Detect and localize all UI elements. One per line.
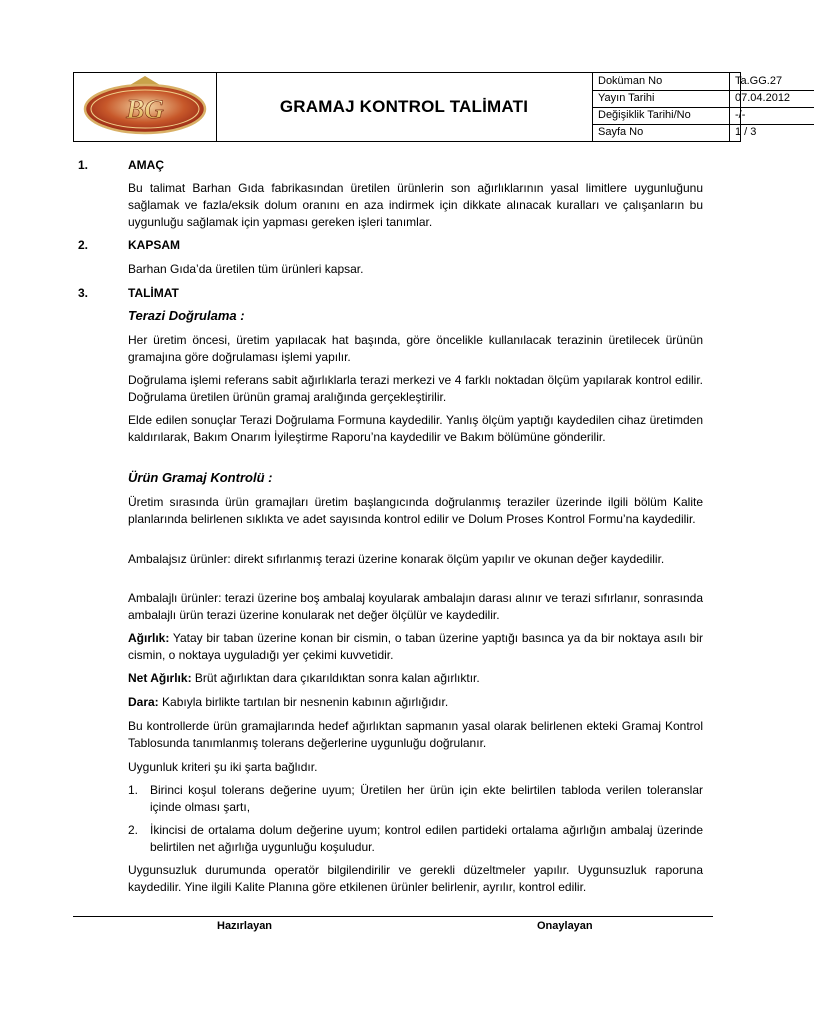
meta-value: 07.04.2012	[735, 92, 791, 104]
list-number: 1.	[128, 783, 139, 797]
meta-value: Ta.GG.27	[735, 75, 783, 87]
company-logo	[74, 73, 216, 141]
section-heading-talimat	[78, 286, 179, 300]
section-heading-amac	[78, 158, 164, 172]
meta-key: Değişiklik Tarihi/No	[593, 107, 730, 124]
paragraph: Her üretim öncesi, üretim yapılacak hat başında, göre öncelikle kullanılacak terazinin üretilecek ürünün gramajına göre doğrulaması işlemi yapılır.	[128, 333, 703, 364]
signature-approved-label: Onaylayan	[537, 920, 593, 932]
document-title: GRAMAJ KONTROL TALİMATI	[279, 97, 529, 116]
document-header	[73, 72, 791, 142]
section-heading-kapsam	[78, 238, 180, 252]
definition-text: Brüt ağırlıktan dara çıkarıldıktan sonra kalan ağırlıktır.	[191, 671, 480, 685]
definition-agirlik	[128, 630, 703, 664]
paragraph: Bu kontrollerde ürün gramajlarında hedef ağırlıktan sapmanın yasal olarak belirlenen ekteki Gramaj Kontrol Tablosunda tanımlanmış tolerans değerlerine uygunluğu doğrulanır.	[128, 719, 703, 750]
definition-term: Dara:	[128, 695, 159, 709]
footer-divider	[73, 916, 713, 917]
section-title: AMAÇ	[128, 158, 164, 172]
section-title: TALİMAT	[128, 286, 179, 300]
meta-row-page-no	[593, 124, 814, 141]
definition-net-agirlik	[128, 670, 703, 687]
document-meta-table	[593, 73, 814, 141]
subheading-gramaj: Ürün Gramaj Kontrolü :	[128, 470, 273, 485]
paragraph: Üretim sırasında ürün gramajları üretim başlangıcında doğrulanmış teraziler üzerinde ilgili bölüm Kalite planlarında belirlenen sıklıkta ve adet sayısında kontrol edilir ve Dolum Proses Kontrol Formu’na kaydedilir.	[128, 495, 703, 526]
list-text: Birinci koşul tolerans değerine uyum; Üretilen her ürün için ekte belirtilen tabloda verilen toleranslar içinde olması şartı,	[150, 783, 703, 814]
paragraph: Ambalajlı ürünler: terazi üzerine boş ambalaj koyularak ambalajın darası alınır ve terazi sıfırlanır, sonrasında ambalajlı ürün terazi üzerine konularak net değer ölçülür ve kaydedilir.	[128, 591, 703, 622]
definition-term: Net Ağırlık:	[128, 671, 192, 685]
meta-value: 1 / 3	[735, 126, 757, 138]
meta-row-doc-no	[593, 73, 814, 91]
meta-row-publish-date	[593, 90, 814, 108]
logo-cell	[74, 73, 217, 141]
section-number: 1.	[78, 158, 89, 172]
list-item	[128, 782, 703, 816]
signature-prepared-label: Hazırlayan	[217, 920, 273, 932]
section-number: 2.	[78, 238, 89, 252]
paragraph: Uygunluk kriteri şu iki şarta bağlıdır.	[128, 760, 318, 774]
definition-text: Yatay bir taban üzerine konan bir cismin, o taban üzerine yaptığı basınca ya da bir noktaya asılı bir cismin, o noktaya uyguladığı yer çekimi kuvvetidir.	[128, 631, 703, 662]
definition-text: Kabıyla birlikte tartılan bir nesnenin kabının ağırlığıdır.	[158, 695, 449, 709]
paragraph: Uygunsuzluk durumunda operatör bilgilendirilir ve gerekli düzeltmeler yapılır. Uygunsuzluk raporuna kaydedilir. Yine ilgili Kalite Planına göre etkilenen ürünler belirlenir, ayrılır, kontrol edilir.	[128, 863, 703, 894]
list-number: 2.	[128, 823, 139, 837]
meta-row-revision	[593, 107, 814, 125]
subheading-terazi: Terazi Doğrulama :	[128, 308, 245, 323]
paragraph: Ambalajsız ürünler: direkt sıfırlanmış terazi üzerine konarak ölçüm yapılır ve okunan değer kaydedilir.	[128, 552, 665, 566]
paragraph: Doğrulama işlemi referans sabit ağırlıklarla terazi merkezi ve 4 farklı noktadan ölçüm yapılarak kontrol edilir. Doğrulama üretilen ürünün gramaj aralığında gerçekleştirilir.	[128, 373, 703, 404]
section-title: KAPSAM	[128, 238, 181, 252]
meta-key: Yayın Tarihi	[593, 90, 730, 107]
section-text-kapsam: Barhan Gıda’da üretilen tüm ürünleri kapsar.	[128, 262, 364, 276]
section-text-amac: Bu talimat Barhan Gıda fabrikasından üretilen ürünlerin son ağırlıklarının yasal limitlere uygunluğunu sağlamak ve fazla/eksik dolum oranını en aza indirmek için dikkate alınacak kuralları ve çalışanların bu uygunluğu sağlamak için yapması gereken işleri tanımlar.	[128, 181, 703, 229]
meta-key: Sayfa No	[593, 124, 730, 141]
definition-term: Ağırlık:	[128, 631, 170, 645]
title-cell	[216, 73, 593, 141]
meta-key: Doküman No	[593, 73, 730, 90]
definition-dara	[128, 694, 703, 711]
logo-text: BG	[126, 94, 164, 124]
meta-value: -/-	[735, 109, 746, 121]
list-text: İkincisi de ortalama dolum değerine uyum; kontrol edilen partideki ortalama ağırlığın ambalaj üzerinde belirtilen net ağırlığa uygunluğu koşuludur.	[150, 823, 703, 854]
paragraph: Elde edilen sonuçlar Terazi Doğrulama Formuna kaydedilir. Yanlış ölçüm yaptığı kaydedilen cihaz üretimden kaldırılarak, Bakım Onarım İyileştirme Raporu’na kaydedilir ve Bakım bölümüne gönderilir.	[128, 413, 703, 444]
section-number: 3.	[78, 286, 89, 300]
list-item	[128, 822, 703, 856]
